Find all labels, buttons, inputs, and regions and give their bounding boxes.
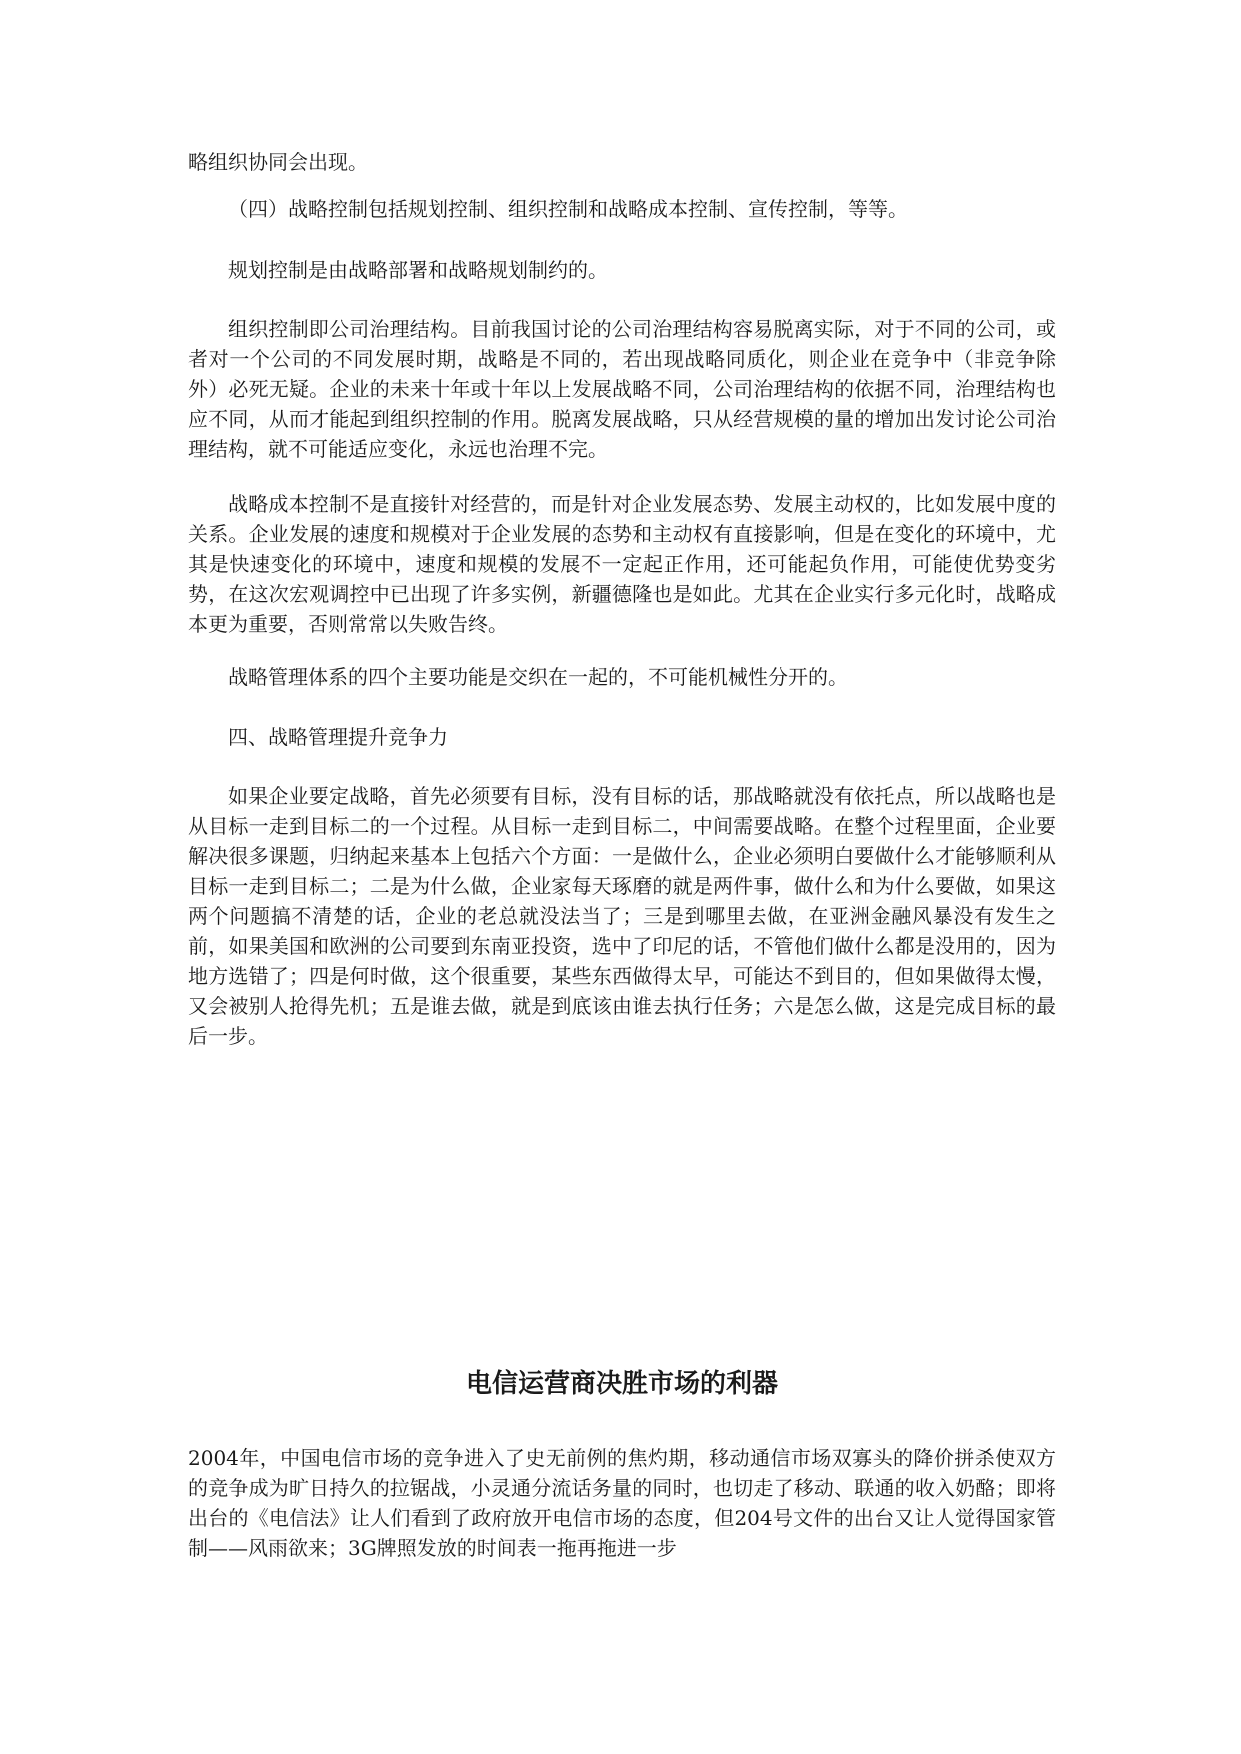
section-heading-competitiveness: 四、战略管理提升竞争力 xyxy=(228,725,448,749)
paragraph-organization-control: 组织控制即公司治理结构。目前我国讨论的公司治理结构容易脱离实际，对于不同的公司，或者对一个公司的不同发展时期，战略是不同的，若出现战略同质化，则企业在竞争中（非竞争除外）必死无疑。企业的未来十年或十年以上发展战略不同，公司治理结构的依据不同，治理结构也应不同，从而才能起到组织控制的作用。脱离发展战略，只从经营规模的量的增加出发讨论公司治理结构，就不可能适应变化，永远也治理不完。 xyxy=(188,317,1056,461)
paragraph-strategic-cost-control: 战略成本控制不是直接针对经营的，而是针对企业发展态势、发展主动权的，比如发展中度的关系。企业发展的速度和规模对于企业发展的态势和主动权有直接影响，但是在变化的环境中，尤其是快速变化的环境中，速度和规模的发展不一定起正作用，还可能起负作用，可能使优势变劣势，在这次宏观调控中已出现了许多实例，新疆德隆也是如此。尤其在企业实行多元化时，战略成本更为重要，否则常常以失败告终。 xyxy=(188,492,1056,636)
paragraph-six-aspects: 如果企业要定战略，首先必须要有目标，没有目标的话，那战略就没有依托点，所以战略也是从目标一走到目标二的一个过程。从目标一走到目标二，中间需要战略。在整个过程里面，企业要解决很多课题，归纳起来基本上包括六个方面：一是做什么，企业必须明白要做什么才能够顺利从目标一走到目标二；二是为什么做，企业家每天琢磨的就是两件事，做什么和为什么要做，如果这两个问题搞不清楚的话，企业的老总就没法当了；三是到哪里去做，在亚洲金融风暴没有发生之前，如果美国和欧洲的公司要到东南亚投资，选中了印尼的话，不管他们做什么都是没用的，因为地方选错了；四是何时做，这个很重要，某些东西做得太早，可能达不到目的，但如果做得太慢，又会被别人抢得先机；五是谁去做，就是到底该由谁去执行任务；六是怎么做，这是完成目标的最后一步。 xyxy=(188,784,1056,1048)
article-intro-paragraph: 2004年，中国电信市场的竞争进入了史无前例的焦灼期，移动通信市场双寡头的降价拼杀使双方的竞争成为旷日持久的拉锯战，小灵通分流话务量的同时，也切走了移动、联通的收入奶酪；即将出台的《电信法》让人们看到了政府放开电信市场的态度，但204号文件的出台又让人觉得国家管制——风雨欲来；3G牌照发放的时间表一拖再拖进一步 xyxy=(188,1446,1056,1560)
paragraph-planning-control: 规划控制是由战略部署和战略规划制约的。 xyxy=(228,258,608,282)
article-title: 电信运营商决胜市场的利器 xyxy=(465,1369,778,1399)
paragraph-continuation: 略组织协同会出现。 xyxy=(188,150,368,174)
paragraph-four-functions: 战略管理体系的四个主要功能是交织在一起的，不可能机械性分开的。 xyxy=(228,665,848,689)
paragraph-strategic-control: （四）战略控制包括规划控制、组织控制和战略成本控制、宣传控制，等等。 xyxy=(228,197,908,221)
